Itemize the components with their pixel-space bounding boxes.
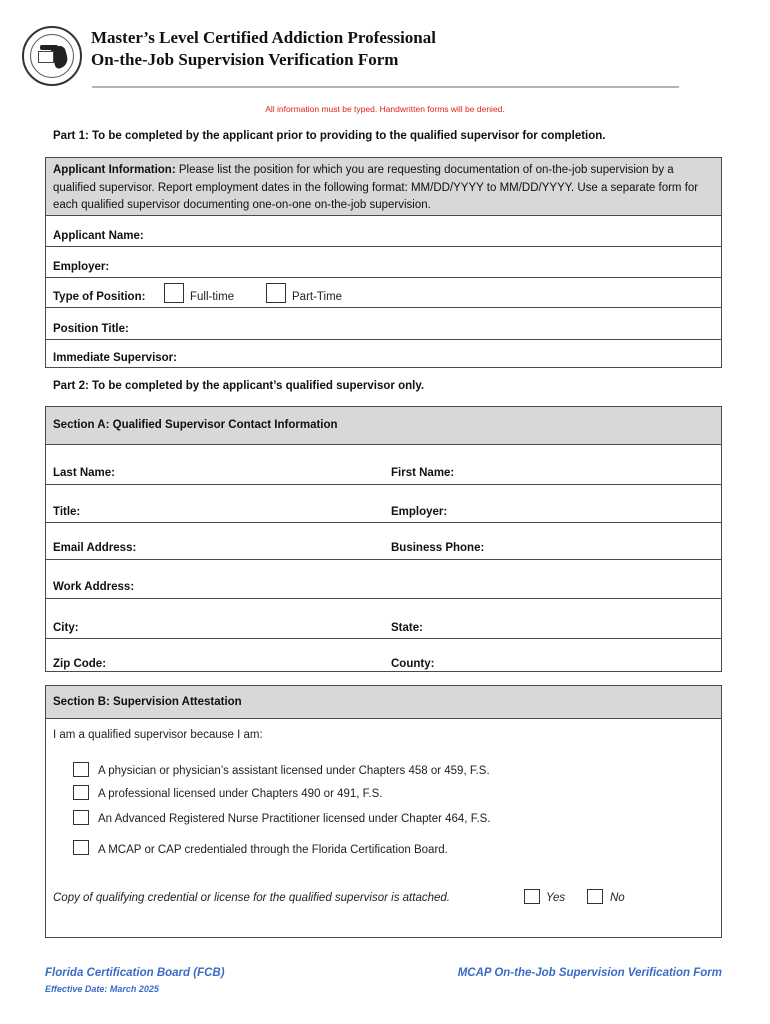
- footer-form-name: MCAP On-the-Job Supervision Verification Form: [457, 967, 722, 979]
- section-a-table: [45, 406, 722, 672]
- type-of-position-row: [46, 277, 721, 307]
- section-a-heading: Section A: Qualified Supervisor Contact Information: [53, 419, 338, 431]
- city-label[interactable]: City:: [53, 622, 79, 634]
- part-time-label: Part-Time: [292, 291, 343, 303]
- business-phone-label[interactable]: Business Phone:: [391, 542, 485, 554]
- arnp-checkbox[interactable]: [73, 810, 89, 825]
- applicant-info-intro-text: Please list the position for which you are requesting documentation of on-the-job supervision by a qualified supervisor. Report employment dates in the following format: MM/DD/YYYY to MM/DD/YYYY. Use a separate form for each qualified supervisor documenting one-on-one on-the-job supervision.: [53, 164, 699, 211]
- full-time-checkbox[interactable]: [164, 283, 184, 303]
- section-b-heading: Section B: Supervision Attestation: [53, 696, 242, 708]
- attestation-body: [46, 718, 721, 937]
- applicant-info-intro: [53, 162, 713, 215]
- no-checkbox[interactable]: [587, 889, 603, 904]
- supervisor-employer-label[interactable]: Employer:: [391, 506, 448, 518]
- mcap-cap-checkbox[interactable]: [73, 840, 89, 855]
- arnp-option-label: An Advanced Registered Nurse Practitioner licensed under Chapter 464, F.S.: [98, 813, 491, 825]
- immediate-supervisor-row[interactable]: [46, 339, 721, 367]
- part-time-checkbox[interactable]: [266, 283, 286, 303]
- physician-checkbox[interactable]: [73, 762, 89, 777]
- no-label: No: [610, 892, 625, 904]
- applicant-info-table: [45, 157, 722, 368]
- applicant-info-intro-label: Applicant Information:: [53, 164, 176, 176]
- name-row: [46, 444, 721, 484]
- form-title-line2: On-the-Job Supervision Verification Form: [91, 50, 399, 69]
- header-divider: [92, 86, 679, 88]
- footer-organization: Florida Certification Board (FCB): [45, 967, 225, 979]
- work-address-row[interactable]: [46, 559, 721, 598]
- supervisor-title-label[interactable]: Title:: [53, 506, 81, 518]
- section-b-table: [45, 685, 722, 938]
- immediate-supervisor-label: Immediate Supervisor:: [53, 352, 177, 364]
- attestation-intro: I am a qualified supervisor because I am:: [53, 729, 263, 741]
- zip-county-row: [46, 638, 721, 671]
- yes-label: Yes: [546, 892, 566, 904]
- applicant-name-row[interactable]: [46, 215, 721, 246]
- professional-checkbox[interactable]: [73, 785, 89, 800]
- zip-code-label[interactable]: Zip Code:: [53, 658, 107, 670]
- professional-option-label: A professional licensed under Chapters 490 or 491, F.S.: [98, 788, 383, 800]
- fcb-seal-logo: [22, 26, 82, 86]
- email-address-label[interactable]: Email Address:: [53, 542, 137, 554]
- title-employer-row: [46, 484, 721, 522]
- full-time-label: Full-time: [190, 291, 235, 303]
- section-a-heading-row: [46, 407, 721, 444]
- form-title-line1: Master’s Level Certified Addiction Professional: [91, 28, 436, 47]
- part2-heading: Part 2: To be completed by the applicant’s qualified supervisor only.: [53, 380, 425, 392]
- work-address-label: Work Address:: [53, 581, 135, 593]
- footer-effective-date: Effective Date: March 2025: [45, 984, 159, 994]
- employer-row[interactable]: [46, 246, 721, 277]
- first-name-label[interactable]: First Name:: [391, 467, 455, 479]
- city-state-row: [46, 598, 721, 638]
- last-name-label[interactable]: Last Name:: [53, 467, 115, 479]
- physician-option-label: A physician or physician’s assistant licensed under Chapters 458 or 459, F.S.: [98, 765, 490, 777]
- applicant-name-label: Applicant Name:: [53, 230, 144, 242]
- type-of-position-label: Type of Position:: [53, 291, 146, 303]
- part1-heading: Part 1: To be completed by the applicant prior to providing to the qualified supervisor for completion.: [53, 130, 606, 142]
- county-label[interactable]: County:: [391, 658, 435, 670]
- section-b-heading-row: [46, 686, 721, 718]
- applicant-info-intro-row: [46, 158, 721, 215]
- yes-checkbox[interactable]: [524, 889, 540, 904]
- state-label[interactable]: State:: [391, 622, 423, 634]
- seal-emblem-box: [38, 51, 54, 63]
- credential-copy-statement: Copy of qualifying credential or license for the qualified supervisor is attached.: [53, 892, 450, 904]
- typed-only-notice: All information must be typed. Handwritten forms will be denied.: [265, 104, 505, 114]
- employer-label: Employer:: [53, 261, 110, 273]
- mcap-cap-option-label: A MCAP or CAP credentialed through the Florida Certification Board.: [98, 844, 448, 856]
- position-title-row[interactable]: [46, 307, 721, 339]
- contact-row: [46, 522, 721, 559]
- position-title-label: Position Title:: [53, 323, 129, 335]
